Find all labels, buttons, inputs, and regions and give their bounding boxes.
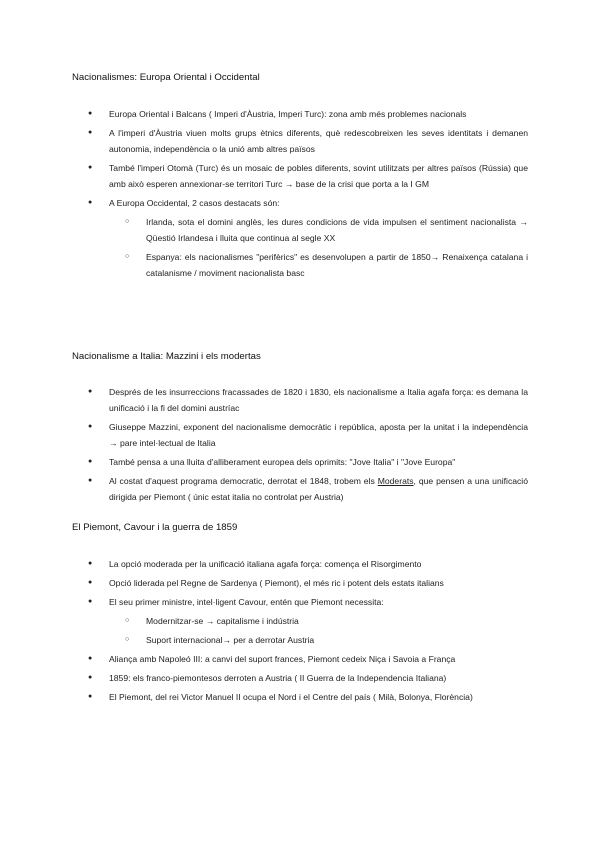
list-item: ● També l'imperi Otomà (Turc) és un mosaic de pobles diferents, sovint utilitzats per altres països (Rússia) que amb això esperen annexionar-se territori Turc → base de la crisi que porta a la I GM [88,160,528,192]
list-item [88,195,528,281]
list-item: ● Opció liderada pel Regne de Sardenya ( Piemont), el més ric i potent dels estats italians [88,575,528,591]
sub-bullet-list [125,214,528,281]
sub-list-item: ○ Irlanda, sota el domini anglès, les dures condicions de vida impulsen el sentiment nacionalista → Qüestió Irlandesa i lluita que continua al segle XX [125,214,528,246]
list-item: ● 1859: els franco-piemontesos derroten a Austria ( II Guerra de la Independencia Italiana) [88,670,528,686]
list-item: ● Europa Oriental i Balcans ( Imperi d'Àustria, Imperi Turc): zona amb més problemes nacionals [88,106,528,122]
sub-bullet-list [125,613,528,648]
bullet-list [88,556,528,708]
list-item [88,473,528,505]
list-item-text: A Europa Occidental, 2 casos destacats són: [109,198,280,208]
list-item: ● També pensa a una lluita d'alliberament europea dels oprimits: "Jove Italia" i "Jove Europa" [88,454,528,470]
sub-list-item: ○ Espanya: els nacionalismes "perifèrics" es desenvolupen a partir de 1850→ Renaixença catalana i catalanisme / moviment nacionalista basc [125,249,528,281]
list-item: ● La opció moderada per la unificació italiana agafa força: comença el Risorgimento [88,556,528,572]
text-span: , que pensen a una unificació dirigida per Piemont ( únic estat italia no controlat per Austria) [109,476,529,502]
list-item: ● Aliança amb Napoleó III: a canvi del suport frances, Piemont cedeix Niça i Savoia a França [88,651,528,667]
list-item-text: El seu primer ministre, intel·ligent Cavour, entén que Piemont necessita: [109,597,384,607]
list-item: ● Després de les insurreccions fracassades de 1820 i 1830, els nacionalisme a Italia agafa força: es demana la unificació i la fi del domini austríac [88,384,528,416]
text-span: Al costat d'aquest programa democratic, derrotat el 1848, trobem els [109,476,378,486]
list-item: ● Giuseppe Mazzini, exponent del nacionalisme democràtic i república, aposta per la unitat i la independència → pare intel·lectual de Italia [88,419,528,451]
sub-list-item: ○ Suport internacional→ per a derrotar Austria [125,632,528,648]
bullet-list [88,384,528,508]
list-item [88,594,528,648]
section-title: Nacionalismes: Europa Oriental i Occidental [72,72,260,83]
sub-list-item: ○ Modernitzar-se → capitalisme i indústria [125,613,528,629]
bullet-list [88,106,528,284]
list-item: ● A l'imperi d'Àustria viuen molts grups ètnics diferents, què redescobreixen les seves identitats i demanen autonomia, independència o la unió amb altres països [88,125,528,157]
underlined-term: Moderats [377,476,414,486]
section-title: El Piemont, Cavour i la guerra de 1859 [72,522,238,533]
section-title: Nacionalisme a Italia: Mazzini i els modertas [72,351,261,362]
list-item: ● El Piemont, del rei Victor Manuel II ocupa el Nord i el Centre del país ( Milà, Bolonya, Florència) [88,689,528,705]
